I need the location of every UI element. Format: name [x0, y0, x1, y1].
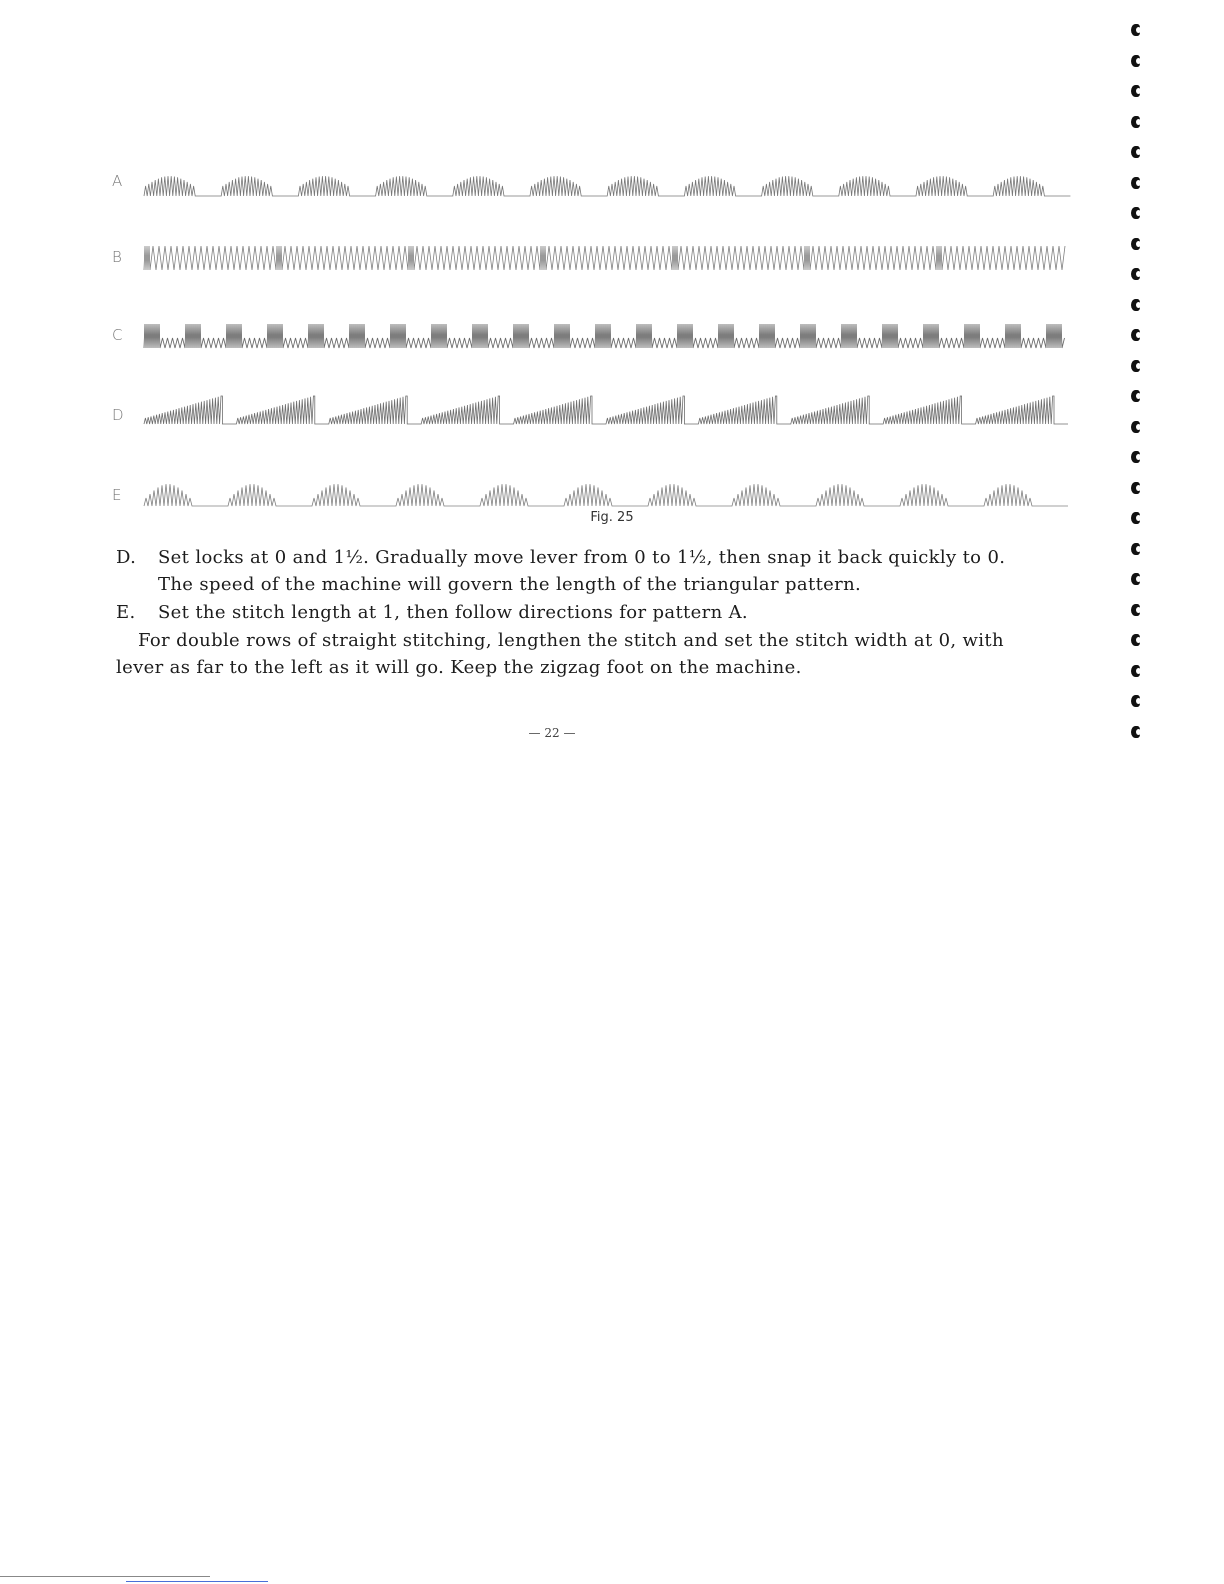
binding-hole — [1131, 512, 1140, 524]
row-label-a: A — [112, 172, 123, 190]
instruction-item-d — [116, 544, 1036, 598]
instructions-block — [116, 544, 1036, 681]
binding-hole — [1131, 207, 1140, 219]
binding-hole — [1131, 299, 1140, 311]
instruction-letter: E. — [116, 602, 136, 623]
binding-hole — [1131, 451, 1140, 463]
bottom-rule-accent — [126, 1581, 268, 1582]
binding-hole — [1131, 238, 1140, 250]
binding-hole — [1131, 268, 1140, 280]
binding-hole — [1131, 482, 1140, 494]
binding-hole — [1131, 55, 1140, 67]
binding-hole — [1131, 665, 1140, 677]
row-label-d: D — [112, 406, 124, 424]
binding-hole — [1131, 726, 1140, 738]
stitch-pattern-b — [144, 232, 1064, 280]
page-number: — 22 — — [528, 726, 576, 740]
binding-hole — [1131, 604, 1140, 616]
binding-hole — [1131, 543, 1140, 555]
binding-hole — [1131, 85, 1140, 97]
binding-hole — [1131, 177, 1140, 189]
binding-hole — [1131, 146, 1140, 158]
row-label-e: E — [112, 486, 122, 504]
binding-hole — [1131, 695, 1140, 707]
bottom-rule — [0, 1576, 210, 1577]
body-paragraph: For double rows of straight stitching, lengthen the stitch and set the stitch width at 0, with lever as far to the left as it will go. Keep the zigzag foot on the machine. — [116, 630, 1004, 678]
row-label-b: B — [112, 248, 122, 266]
instruction-letter: D. — [116, 547, 137, 568]
binding-hole — [1131, 329, 1140, 341]
binding-hole — [1131, 390, 1140, 402]
instruction-text: Set locks at 0 and 1½. Gradually move lever from 0 to 1½, then snap it back quickly to 0. The speed of the machine will govern the length of the triangular pattern. — [158, 547, 1006, 595]
stitch-pattern-c — [144, 310, 1064, 358]
instruction-item-e — [116, 599, 1036, 626]
row-label-c: C — [112, 326, 123, 344]
binding-hole — [1131, 421, 1140, 433]
binding-hole — [1131, 24, 1140, 36]
figure-caption: Fig. 25 — [590, 510, 634, 525]
binding-hole — [1131, 573, 1140, 585]
binding-hole — [1131, 634, 1140, 646]
stitch-pattern-e — [144, 466, 1064, 514]
binding-hole — [1131, 360, 1140, 372]
instruction-text: Set the stitch length at 1, then follow directions for pattern A. — [158, 602, 749, 623]
stitch-pattern-a — [144, 156, 1064, 204]
binding-hole — [1131, 116, 1140, 128]
binding-holes — [1126, 24, 1150, 754]
stitch-pattern-d — [144, 388, 1064, 436]
